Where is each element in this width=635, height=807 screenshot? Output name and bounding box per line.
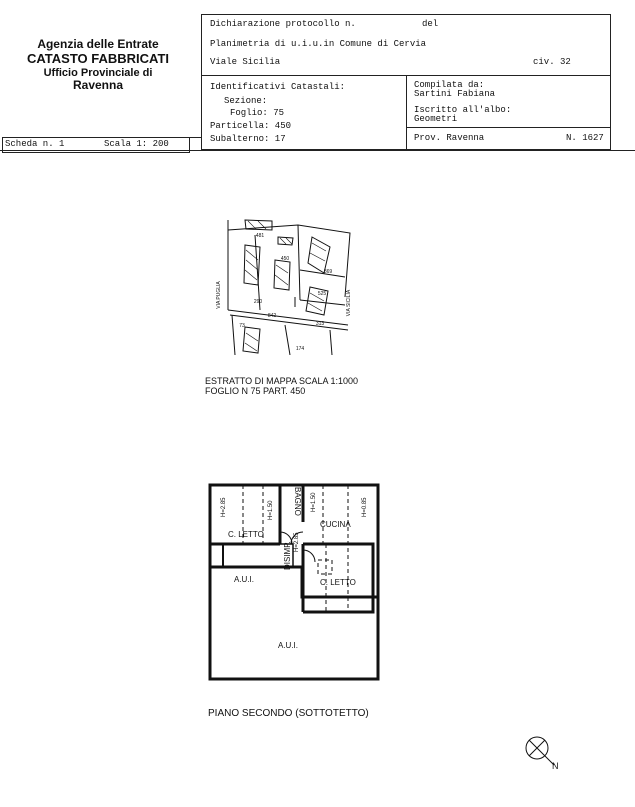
cadastral-map — [200, 215, 370, 355]
numero-label: N. 1627 — [566, 133, 604, 143]
map-label-290: 290 — [253, 299, 263, 305]
map-street-left: VIA PUGLIA — [216, 281, 222, 309]
map-caption-line1: ESTRATTO DI MAPPA SCALA 1:1000 — [205, 376, 359, 386]
floor-plan — [208, 482, 383, 682]
map-label-174: 174 — [295, 346, 305, 352]
height-h5: H=2.85 — [294, 532, 300, 552]
map-label-481: 481 — [255, 233, 265, 239]
agency-name: Agenzia delle Entrate — [37, 37, 159, 51]
albo-label: Geometri — [414, 114, 458, 124]
compilata-label: Compilata da: — [414, 80, 485, 90]
room-letto-2: C. LETTO — [320, 578, 356, 587]
prov-label: Prov. Ravenna — [414, 133, 485, 143]
room-aui-2: A.U.I. — [278, 641, 299, 650]
room-disimp: DISIMP. — [283, 541, 292, 570]
map-label-73: 73 — [239, 323, 245, 329]
room-aui-1: A.U.I. — [234, 575, 255, 584]
iscritto-label: Iscritto all'albo: — [414, 105, 512, 115]
room-cucina: CUCINA — [320, 520, 351, 529]
room-letto-1: C. LETTO — [228, 530, 264, 539]
civ-label: civ. 32 — [533, 57, 571, 67]
map-label-313: 313 — [315, 321, 325, 327]
scala-label: Scala 1: 200 — [104, 139, 169, 149]
identificativi-label: Identificativi Catastali: — [210, 82, 346, 92]
compilatore-name: Sartini Fabiana — [414, 89, 496, 99]
dichiarazione-label: Dichiarazione protocollo n. — [210, 19, 356, 29]
north-label: N — [552, 761, 559, 771]
catasto-title: CATASTO FABBRICATI — [26, 50, 170, 66]
room-bagno: BAGNO — [293, 487, 302, 516]
height-h1: H=2.85 — [221, 497, 227, 517]
scheda-link-line — [188, 137, 201, 138]
map-label-842: 842 — [267, 313, 277, 319]
map-label-869: 869 — [323, 269, 333, 275]
header-separator — [0, 150, 635, 151]
del-label: del — [422, 19, 439, 29]
plan-caption: PIANO SECONDO (SOTTOTETTO) — [208, 708, 369, 719]
city-label: Ravenna — [72, 78, 124, 93]
map-label-525: 525 — [317, 291, 327, 297]
map-caption-line2: FOGLIO N 75 PART. 450 — [205, 386, 306, 396]
subalterno-label: Subalterno: 17 — [210, 134, 286, 144]
planimetria-label: Planimetria di u.i.u.in Comune di Cervia — [210, 39, 427, 49]
height-h3: H=1.50 — [311, 492, 317, 512]
agency-block — [18, 38, 178, 93]
height-h2: H=1.50 — [268, 500, 274, 520]
info-divider-v — [406, 75, 407, 149]
map-label-450: 450 — [280, 256, 290, 262]
foglio-label: Foglio: 75 — [230, 108, 285, 118]
via-label: Viale Sicilia — [210, 57, 281, 67]
height-h4: H=0.85 — [362, 497, 368, 517]
map-caption — [205, 376, 358, 396]
map-street-right: VIA SICILIA — [346, 289, 352, 317]
ufficio-label: Ufficio Provinciale di — [43, 66, 153, 79]
info-divider-h2 — [406, 127, 610, 128]
particella-label: Particella: 450 — [210, 121, 292, 131]
sezione-label: Sezione: — [224, 96, 268, 106]
scheda-label: Scheda n. 1 — [5, 139, 65, 149]
